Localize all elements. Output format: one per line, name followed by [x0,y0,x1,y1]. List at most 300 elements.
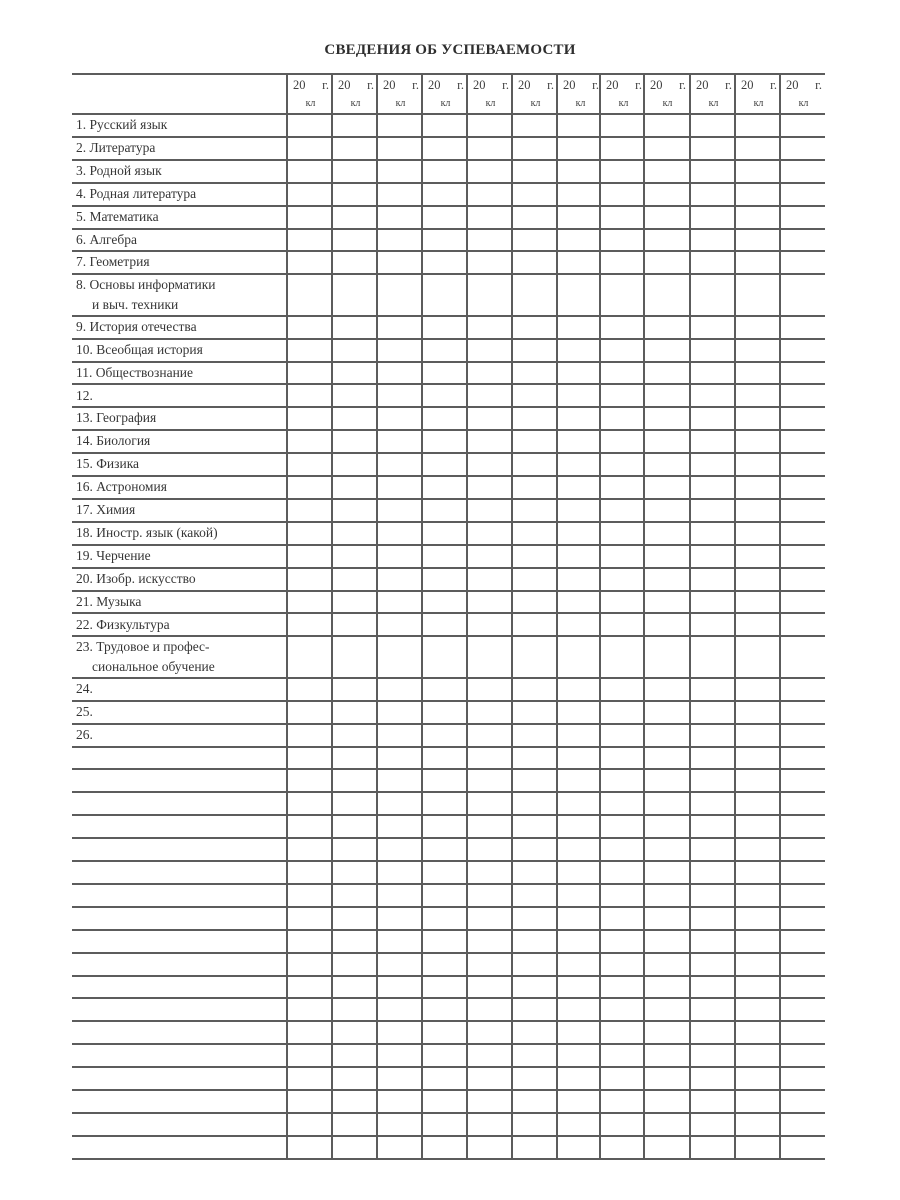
grade-cell[interactable] [645,115,688,136]
grade-cell[interactable] [691,931,734,952]
grade-cell[interactable] [781,252,824,273]
grade-cell[interactable] [513,748,556,769]
grade-cell[interactable] [333,275,376,315]
grade-cell[interactable] [736,725,779,746]
grade-cell[interactable] [781,615,824,636]
grade-cell[interactable] [513,839,556,860]
grade-cell[interactable] [691,161,734,182]
grade-cell[interactable] [645,340,688,361]
grade-cell[interactable] [781,977,824,998]
grade-cell[interactable] [333,317,376,338]
grade-cell[interactable] [333,230,376,251]
grade-cell[interactable] [288,230,331,251]
grade-cell[interactable] [333,725,376,746]
grade-cell[interactable] [736,1114,779,1135]
grade-cell[interactable] [691,252,734,273]
grade-cell[interactable] [513,161,556,182]
grade-cell[interactable] [781,207,824,228]
grade-cell[interactable] [333,977,376,998]
grade-cell[interactable] [736,523,779,544]
grade-cell[interactable] [781,115,824,136]
grade-cell[interactable] [645,793,688,814]
grade-cell[interactable] [333,793,376,814]
grade-cell[interactable] [691,748,734,769]
grade-cell[interactable] [691,569,734,590]
grade-cell[interactable] [378,931,421,952]
grade-cell[interactable] [645,431,688,452]
grade-cell[interactable] [468,637,511,677]
grade-cell[interactable] [468,839,511,860]
grade-cell[interactable] [423,275,466,315]
grade-cell[interactable] [378,115,421,136]
grade-cell[interactable] [781,592,824,613]
grade-cell[interactable] [468,954,511,975]
grade-cell[interactable] [601,771,644,792]
grade-cell[interactable] [601,1114,644,1135]
grade-cell[interactable] [781,954,824,975]
grade-cell[interactable] [288,748,331,769]
grade-cell[interactable] [781,454,824,475]
grade-cell[interactable] [781,1091,824,1112]
grade-cell[interactable] [691,725,734,746]
grade-cell[interactable] [558,184,601,205]
grade-cell[interactable] [781,793,824,814]
grade-cell[interactable] [691,138,734,159]
grade-cell[interactable] [333,1068,376,1089]
grade-cell[interactable] [288,340,331,361]
grade-cell[interactable] [691,500,734,521]
grade-cell[interactable] [333,161,376,182]
grade-cell[interactable] [645,702,688,723]
grade-cell[interactable] [333,637,376,677]
grade-cell[interactable] [423,862,466,883]
grade-cell[interactable] [691,1000,734,1021]
grade-cell[interactable] [736,1045,779,1066]
grade-cell[interactable] [558,748,601,769]
grade-cell[interactable] [423,771,466,792]
grade-cell[interactable] [558,454,601,475]
grade-cell[interactable] [423,207,466,228]
grade-cell[interactable] [378,1045,421,1066]
grade-cell[interactable] [288,793,331,814]
grade-cell[interactable] [601,977,644,998]
grade-cell[interactable] [691,386,734,407]
grade-cell[interactable] [781,230,824,251]
grade-cell[interactable] [645,1091,688,1112]
grade-cell[interactable] [601,1137,644,1158]
grade-cell[interactable] [378,1091,421,1112]
grade-cell[interactable] [333,885,376,906]
grade-cell[interactable] [378,862,421,883]
grade-cell[interactable] [378,748,421,769]
grade-cell[interactable] [558,1000,601,1021]
grade-cell[interactable] [601,1068,644,1089]
grade-cell[interactable] [645,408,688,429]
grade-cell[interactable] [288,839,331,860]
grade-cell[interactable] [333,1045,376,1066]
grade-cell[interactable] [333,908,376,929]
grade-cell[interactable] [513,615,556,636]
grade-cell[interactable] [333,546,376,567]
grade-cell[interactable] [736,954,779,975]
grade-cell[interactable] [781,816,824,837]
grade-cell[interactable] [736,793,779,814]
grade-cell[interactable] [468,184,511,205]
grade-cell[interactable] [333,431,376,452]
grade-cell[interactable] [378,431,421,452]
grade-cell[interactable] [468,275,511,315]
grade-cell[interactable] [601,184,644,205]
grade-cell[interactable] [288,592,331,613]
grade-cell[interactable] [601,679,644,700]
grade-cell[interactable] [513,908,556,929]
grade-cell[interactable] [468,161,511,182]
grade-cell[interactable] [423,1022,466,1043]
grade-cell[interactable] [288,138,331,159]
grade-cell[interactable] [558,1091,601,1112]
grade-cell[interactable] [288,702,331,723]
grade-cell[interactable] [781,363,824,384]
grade-cell[interactable] [513,431,556,452]
grade-cell[interactable] [288,1000,331,1021]
grade-cell[interactable] [645,592,688,613]
grade-cell[interactable] [691,862,734,883]
grade-cell[interactable] [288,500,331,521]
grade-cell[interactable] [513,702,556,723]
grade-cell[interactable] [333,771,376,792]
grade-cell[interactable] [468,523,511,544]
grade-cell[interactable] [691,637,734,677]
grade-cell[interactable] [468,771,511,792]
grade-cell[interactable] [423,161,466,182]
grade-cell[interactable] [558,546,601,567]
grade-cell[interactable] [333,523,376,544]
grade-cell[interactable] [558,1068,601,1089]
grade-cell[interactable] [645,1137,688,1158]
grade-cell[interactable] [513,1137,556,1158]
grade-cell[interactable] [468,908,511,929]
grade-cell[interactable] [736,702,779,723]
grade-cell[interactable] [513,317,556,338]
grade-cell[interactable] [513,862,556,883]
grade-cell[interactable] [378,184,421,205]
grade-cell[interactable] [781,184,824,205]
grade-cell[interactable] [736,816,779,837]
grade-cell[interactable] [468,679,511,700]
grade-cell[interactable] [781,408,824,429]
grade-cell[interactable] [691,340,734,361]
grade-cell[interactable] [513,363,556,384]
grade-cell[interactable] [423,748,466,769]
grade-cell[interactable] [468,816,511,837]
grade-cell[interactable] [423,702,466,723]
grade-cell[interactable] [468,363,511,384]
grade-cell[interactable] [558,340,601,361]
grade-cell[interactable] [736,115,779,136]
grade-cell[interactable] [781,885,824,906]
grade-cell[interactable] [423,1137,466,1158]
grade-cell[interactable] [288,1091,331,1112]
grade-cell[interactable] [288,546,331,567]
grade-cell[interactable] [736,207,779,228]
grade-cell[interactable] [601,748,644,769]
grade-cell[interactable] [601,363,644,384]
grade-cell[interactable] [691,793,734,814]
grade-cell[interactable] [691,977,734,998]
grade-cell[interactable] [423,569,466,590]
grade-cell[interactable] [781,569,824,590]
grade-cell[interactable] [423,386,466,407]
grade-cell[interactable] [645,523,688,544]
grade-cell[interactable] [513,931,556,952]
grade-cell[interactable] [513,340,556,361]
grade-cell[interactable] [691,1114,734,1135]
grade-cell[interactable] [333,207,376,228]
grade-cell[interactable] [736,252,779,273]
grade-cell[interactable] [333,1091,376,1112]
grade-cell[interactable] [736,748,779,769]
grade-cell[interactable] [423,931,466,952]
grade-cell[interactable] [691,592,734,613]
grade-cell[interactable] [781,725,824,746]
grade-cell[interactable] [781,839,824,860]
grade-cell[interactable] [378,702,421,723]
grade-cell[interactable] [378,679,421,700]
grade-cell[interactable] [468,1045,511,1066]
grade-cell[interactable] [601,569,644,590]
grade-cell[interactable] [601,115,644,136]
grade-cell[interactable] [513,771,556,792]
grade-cell[interactable] [645,679,688,700]
grade-cell[interactable] [333,184,376,205]
grade-cell[interactable] [558,885,601,906]
grade-cell[interactable] [691,908,734,929]
grade-cell[interactable] [558,252,601,273]
grade-cell[interactable] [513,252,556,273]
grade-cell[interactable] [378,523,421,544]
grade-cell[interactable] [378,1022,421,1043]
grade-cell[interactable] [691,546,734,567]
grade-cell[interactable] [468,885,511,906]
grade-cell[interactable] [601,340,644,361]
grade-cell[interactable] [736,679,779,700]
grade-cell[interactable] [288,408,331,429]
grade-cell[interactable] [736,340,779,361]
grade-cell[interactable] [781,908,824,929]
grade-cell[interactable] [645,1114,688,1135]
grade-cell[interactable] [736,885,779,906]
grade-cell[interactable] [691,816,734,837]
grade-cell[interactable] [378,340,421,361]
grade-cell[interactable] [736,161,779,182]
grade-cell[interactable] [736,862,779,883]
grade-cell[interactable] [691,230,734,251]
grade-cell[interactable] [333,748,376,769]
grade-cell[interactable] [601,546,644,567]
grade-cell[interactable] [468,386,511,407]
grade-cell[interactable] [468,431,511,452]
grade-cell[interactable] [645,977,688,998]
grade-cell[interactable] [513,679,556,700]
grade-cell[interactable] [691,317,734,338]
grade-cell[interactable] [513,138,556,159]
grade-cell[interactable] [513,793,556,814]
grade-cell[interactable] [736,615,779,636]
grade-cell[interactable] [558,523,601,544]
grade-cell[interactable] [333,615,376,636]
grade-cell[interactable] [468,977,511,998]
grade-cell[interactable] [468,252,511,273]
grade-cell[interactable] [513,1000,556,1021]
grade-cell[interactable] [645,1068,688,1089]
grade-cell[interactable] [601,252,644,273]
grade-cell[interactable] [423,230,466,251]
grade-cell[interactable] [736,408,779,429]
grade-cell[interactable] [736,1137,779,1158]
grade-cell[interactable] [378,477,421,498]
grade-cell[interactable] [736,454,779,475]
grade-cell[interactable] [736,230,779,251]
grade-cell[interactable] [645,252,688,273]
grade-cell[interactable] [288,252,331,273]
grade-cell[interactable] [781,637,824,677]
grade-cell[interactable] [378,454,421,475]
grade-cell[interactable] [736,1022,779,1043]
grade-cell[interactable] [645,207,688,228]
grade-cell[interactable] [558,637,601,677]
grade-cell[interactable] [781,523,824,544]
grade-cell[interactable] [423,1000,466,1021]
grade-cell[interactable] [288,1022,331,1043]
grade-cell[interactable] [558,1137,601,1158]
grade-cell[interactable] [378,615,421,636]
grade-cell[interactable] [378,793,421,814]
grade-cell[interactable] [601,1000,644,1021]
grade-cell[interactable] [423,839,466,860]
grade-cell[interactable] [333,569,376,590]
grade-cell[interactable] [423,454,466,475]
grade-cell[interactable] [601,908,644,929]
grade-cell[interactable] [781,1000,824,1021]
grade-cell[interactable] [378,408,421,429]
grade-cell[interactable] [288,908,331,929]
grade-cell[interactable] [288,207,331,228]
grade-cell[interactable] [288,477,331,498]
grade-cell[interactable] [691,523,734,544]
grade-cell[interactable] [423,408,466,429]
grade-cell[interactable] [736,363,779,384]
grade-cell[interactable] [736,546,779,567]
grade-cell[interactable] [333,1137,376,1158]
grade-cell[interactable] [423,816,466,837]
grade-cell[interactable] [645,363,688,384]
grade-cell[interactable] [645,615,688,636]
grade-cell[interactable] [781,546,824,567]
grade-cell[interactable] [333,408,376,429]
grade-cell[interactable] [645,954,688,975]
grade-cell[interactable] [736,977,779,998]
grade-cell[interactable] [645,546,688,567]
grade-cell[interactable] [423,592,466,613]
grade-cell[interactable] [645,275,688,315]
grade-cell[interactable] [333,679,376,700]
grade-cell[interactable] [601,931,644,952]
grade-cell[interactable] [333,138,376,159]
grade-cell[interactable] [781,431,824,452]
grade-cell[interactable] [601,793,644,814]
grade-cell[interactable] [645,908,688,929]
grade-cell[interactable] [736,569,779,590]
grade-cell[interactable] [645,885,688,906]
grade-cell[interactable] [601,386,644,407]
grade-cell[interactable] [513,408,556,429]
grade-cell[interactable] [423,637,466,677]
grade-cell[interactable] [601,230,644,251]
grade-cell[interactable] [558,862,601,883]
grade-cell[interactable] [288,977,331,998]
grade-cell[interactable] [378,386,421,407]
grade-cell[interactable] [378,885,421,906]
grade-cell[interactable] [513,977,556,998]
grade-cell[interactable] [645,862,688,883]
grade-cell[interactable] [423,725,466,746]
grade-cell[interactable] [288,184,331,205]
grade-cell[interactable] [645,1000,688,1021]
grade-cell[interactable] [736,184,779,205]
grade-cell[interactable] [736,1000,779,1021]
grade-cell[interactable] [468,546,511,567]
grade-cell[interactable] [423,908,466,929]
grade-cell[interactable] [423,523,466,544]
grade-cell[interactable] [558,138,601,159]
grade-cell[interactable] [513,569,556,590]
grade-cell[interactable] [468,793,511,814]
grade-cell[interactable] [601,702,644,723]
grade-cell[interactable] [601,1045,644,1066]
grade-cell[interactable] [513,885,556,906]
grade-cell[interactable] [558,615,601,636]
grade-cell[interactable] [423,679,466,700]
grade-cell[interactable] [645,931,688,952]
grade-cell[interactable] [558,771,601,792]
grade-cell[interactable] [736,592,779,613]
grade-cell[interactable] [691,679,734,700]
grade-cell[interactable] [781,771,824,792]
grade-cell[interactable] [691,1022,734,1043]
grade-cell[interactable] [378,1114,421,1135]
grade-cell[interactable] [423,252,466,273]
grade-cell[interactable] [468,477,511,498]
grade-cell[interactable] [423,1068,466,1089]
grade-cell[interactable] [513,954,556,975]
grade-cell[interactable] [645,725,688,746]
grade-cell[interactable] [781,500,824,521]
grade-cell[interactable] [736,908,779,929]
grade-cell[interactable] [468,862,511,883]
grade-cell[interactable] [558,725,601,746]
grade-cell[interactable] [691,954,734,975]
grade-cell[interactable] [423,115,466,136]
grade-cell[interactable] [468,230,511,251]
grade-cell[interactable] [468,207,511,228]
grade-cell[interactable] [333,1000,376,1021]
grade-cell[interactable] [558,207,601,228]
grade-cell[interactable] [378,977,421,998]
grade-cell[interactable] [781,1045,824,1066]
grade-cell[interactable] [288,386,331,407]
grade-cell[interactable] [468,340,511,361]
grade-cell[interactable] [601,523,644,544]
